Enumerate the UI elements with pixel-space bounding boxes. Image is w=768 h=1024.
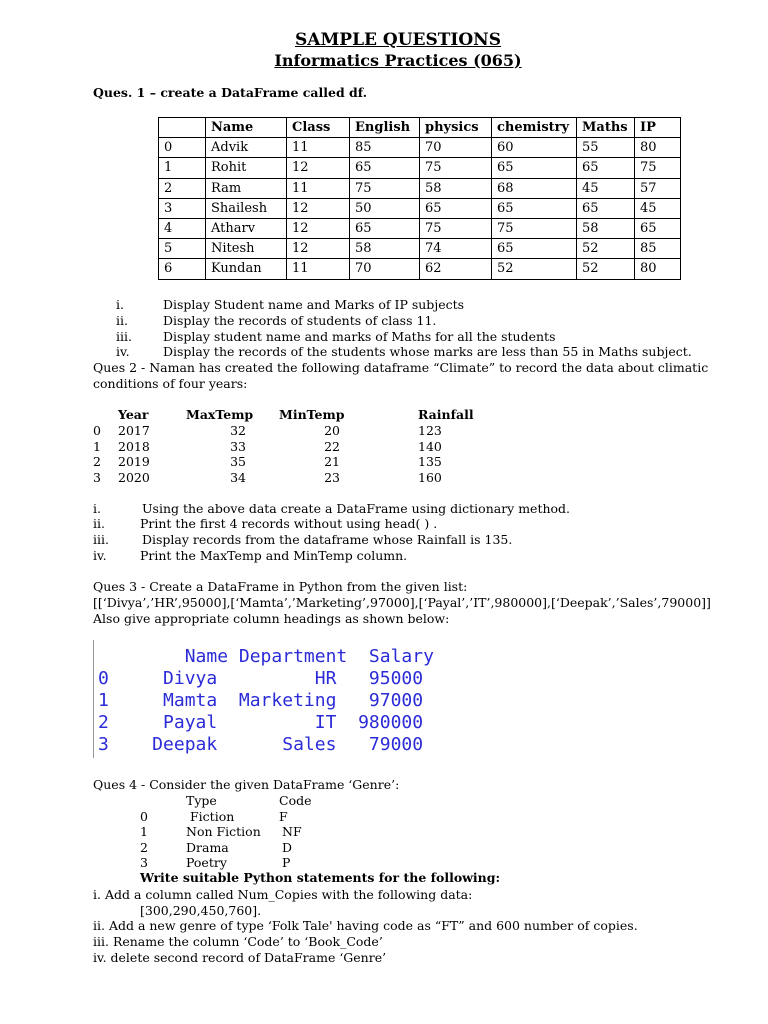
climate-year: 2020 — [118, 470, 150, 485]
climate-maxtemp: 35 — [230, 454, 246, 469]
q2-line: conditions of four years: — [93, 376, 248, 391]
climate-mintemp: 23 — [324, 470, 340, 485]
console-line: 2 Payal IT 980000 — [98, 712, 424, 733]
table-cell: 0 — [159, 138, 206, 158]
table-cell: 58 — [350, 239, 420, 259]
table-cell: 65 — [492, 239, 577, 259]
table-cell: 3 — [159, 198, 206, 218]
climate-header-rainfall: Rainfall — [418, 407, 474, 422]
q4-line: Ques 4 - Consider the given DataFrame ‘Genre’: — [93, 777, 400, 792]
table-cell: Kundan — [206, 259, 287, 279]
table-cell: 70 — [350, 259, 420, 279]
genre-header-code: Code — [279, 793, 312, 808]
table-cell: 65 — [350, 218, 420, 238]
table-row — [159, 198, 681, 218]
q1-item-text: Display the records of the students whose marks are less than 55 in Maths subject. — [163, 344, 692, 359]
genre-code: P — [282, 855, 291, 870]
q1-item-text: Display student name and marks of Maths for all the students — [163, 329, 556, 344]
table-header-cell: Name — [206, 118, 287, 138]
genre-index: 1 — [140, 824, 148, 839]
table-cell: 50 — [350, 198, 420, 218]
genre-index: 2 — [140, 840, 148, 855]
table-cell: 70 — [420, 138, 492, 158]
q2-item-text: Print the first 4 records without using head( ) . — [140, 516, 438, 531]
table-cell: 58 — [577, 218, 635, 238]
genre-index: 0 — [140, 809, 148, 824]
q4-item: iii. Rename the column ‘Code’ to ‘Book_Code’ — [93, 934, 383, 949]
table-cell: 75 — [350, 178, 420, 198]
table-header-cell: Maths — [577, 118, 635, 138]
dataframe-output-console — [93, 640, 453, 758]
table-row — [159, 178, 681, 198]
table-header-cell — [159, 118, 206, 138]
table-cell: Rohit — [206, 158, 287, 178]
table-cell: Shailesh — [206, 198, 287, 218]
console-line: Name Department Salary — [98, 646, 434, 667]
table-cell: 85 — [635, 239, 681, 259]
table-cell: 52 — [577, 239, 635, 259]
table-cell: 12 — [287, 158, 350, 178]
table-cell: 52 — [492, 259, 577, 279]
genre-type: Non Fiction — [186, 824, 261, 839]
table-cell: 75 — [420, 158, 492, 178]
q1-item-number: iv. — [116, 344, 130, 359]
page-title: SAMPLE QUESTIONS — [295, 30, 501, 50]
table-cell: 12 — [287, 198, 350, 218]
table-cell: 11 — [287, 259, 350, 279]
climate-maxtemp: 33 — [230, 439, 246, 454]
table-cell: 68 — [492, 178, 577, 198]
q4-item: iv. delete second record of DataFrame ‘Genre’ — [93, 950, 387, 965]
climate-index: 3 — [93, 470, 101, 485]
table-cell: 45 — [635, 198, 681, 218]
table-cell: 80 — [635, 259, 681, 279]
climate-rainfall: 123 — [418, 423, 442, 438]
table-cell: 80 — [635, 138, 681, 158]
genre-type: Fiction — [190, 809, 235, 824]
q1-heading: Ques. 1 – create a DataFrame called df. — [93, 85, 368, 100]
climate-index: 0 — [93, 423, 101, 438]
climate-year: 2017 — [118, 423, 150, 438]
table-cell: 58 — [420, 178, 492, 198]
q1-item-number: i. — [116, 297, 124, 312]
table-cell: 6 — [159, 259, 206, 279]
q3-list-literal: [[‘Divya’,’HR’,95000],[‘Mamta’,’Marketing’,97000],[‘Payal’,’IT’,980000],[‘Deepak’,’Sales’,79000]] — [93, 595, 711, 610]
climate-mintemp: 21 — [324, 454, 340, 469]
genre-header-type: Type — [186, 793, 217, 808]
q4-instruction: Write suitable Python statements for the following: — [140, 870, 501, 885]
climate-year: 2018 — [118, 439, 150, 454]
table-cell: 74 — [420, 239, 492, 259]
table-header-cell: English — [350, 118, 420, 138]
table-cell: 65 — [635, 218, 681, 238]
q3-line: Also give appropriate column headings as shown below: — [93, 611, 450, 626]
table-cell: 65 — [492, 198, 577, 218]
table-cell: 62 — [420, 259, 492, 279]
climate-year: 2019 — [118, 454, 150, 469]
q2-line: Ques 2 - Naman has created the following dataframe “Climate” to record the data about climatic — [93, 360, 709, 375]
table-cell: Ram — [206, 178, 287, 198]
genre-code: D — [282, 840, 293, 855]
table-header-cell: chemistry — [492, 118, 577, 138]
q1-item-text: Display Student name and Marks of IP subjects — [163, 297, 465, 312]
table-cell: 5 — [159, 239, 206, 259]
climate-maxtemp: 34 — [230, 470, 246, 485]
table-cell: 45 — [577, 178, 635, 198]
climate-header-year: Year — [118, 407, 149, 422]
table-row — [159, 218, 681, 238]
table-cell: 1 — [159, 158, 206, 178]
table-cell: 60 — [492, 138, 577, 158]
console-line: 0 Divya HR 95000 — [98, 668, 424, 689]
climate-rainfall: 135 — [418, 454, 442, 469]
q1-item-text: Display the records of students of class 11. — [163, 313, 437, 328]
genre-code: F — [279, 809, 288, 824]
q2-item-number: iv. — [93, 548, 107, 563]
q4-item: [300,290,450,760]. — [140, 903, 262, 918]
table-cell: 65 — [577, 198, 635, 218]
table-header-cell: physics — [420, 118, 492, 138]
table-cell: 75 — [492, 218, 577, 238]
climate-index: 1 — [93, 439, 101, 454]
table-cell: 12 — [287, 239, 350, 259]
q1-item-number: iii. — [116, 329, 132, 344]
table-cell: Advik — [206, 138, 287, 158]
q1-item-number: ii. — [116, 313, 128, 328]
table-cell: 11 — [287, 138, 350, 158]
table-cell: 12 — [287, 218, 350, 238]
table-cell: 55 — [577, 138, 635, 158]
table-row — [159, 158, 681, 178]
table-header-cell: IP — [635, 118, 681, 138]
table-cell: 2 — [159, 178, 206, 198]
table-cell: Atharv — [206, 218, 287, 238]
q2-item-text: Print the MaxTemp and MinTemp column. — [140, 548, 408, 563]
table-row — [159, 239, 681, 259]
page-subtitle: Informatics Practices (065) — [274, 51, 522, 70]
table-cell: 11 — [287, 178, 350, 198]
q2-item-number: i. — [93, 501, 101, 516]
console-line: 3 Deepak Sales 79000 — [98, 734, 424, 755]
q4-item: i. Add a column called Num_Copies with the following data: — [93, 887, 473, 902]
table-cell: 65 — [420, 198, 492, 218]
table-cell: 75 — [635, 158, 681, 178]
climate-maxtemp: 32 — [230, 423, 246, 438]
table-row — [159, 138, 681, 158]
table-cell: 57 — [635, 178, 681, 198]
table-cell: 52 — [577, 259, 635, 279]
table-cell: 65 — [492, 158, 577, 178]
climate-mintemp: 20 — [324, 423, 340, 438]
table-cell: Nitesh — [206, 239, 287, 259]
climate-mintemp: 22 — [324, 439, 340, 454]
genre-code: NF — [282, 824, 302, 839]
q4-item: ii. Add a new genre of type ‘Folk Tale' having code as “FT” and 600 number of copies. — [93, 918, 638, 933]
q2-item-number: ii. — [93, 516, 105, 531]
table-cell: 4 — [159, 218, 206, 238]
table-header-cell: Class — [287, 118, 350, 138]
genre-type: Drama — [186, 840, 229, 855]
climate-rainfall: 140 — [418, 439, 442, 454]
climate-header-maxtemp: MaxTemp — [186, 407, 254, 422]
climate-rainfall: 160 — [418, 470, 442, 485]
q3-line: Ques 3 - Create a DataFrame in Python from the given list: — [93, 579, 468, 594]
genre-index: 3 — [140, 855, 148, 870]
table-cell: 65 — [577, 158, 635, 178]
table-row — [159, 259, 681, 279]
q2-item-number: iii. — [93, 532, 109, 547]
table-header-row — [159, 118, 681, 138]
q1-dataframe-table — [158, 117, 681, 280]
table-cell: 85 — [350, 138, 420, 158]
q2-item-text: Display records from the dataframe whose Rainfall is 135. — [142, 532, 513, 547]
q2-item-text: Using the above data create a DataFrame using dictionary method. — [142, 501, 571, 516]
climate-header-mintemp: MinTemp — [279, 407, 345, 422]
table-cell: 75 — [420, 218, 492, 238]
genre-type: Poetry — [186, 855, 227, 870]
climate-index: 2 — [93, 454, 101, 469]
console-line: 1 Mamta Marketing 97000 — [98, 690, 424, 711]
table-cell: 65 — [350, 158, 420, 178]
